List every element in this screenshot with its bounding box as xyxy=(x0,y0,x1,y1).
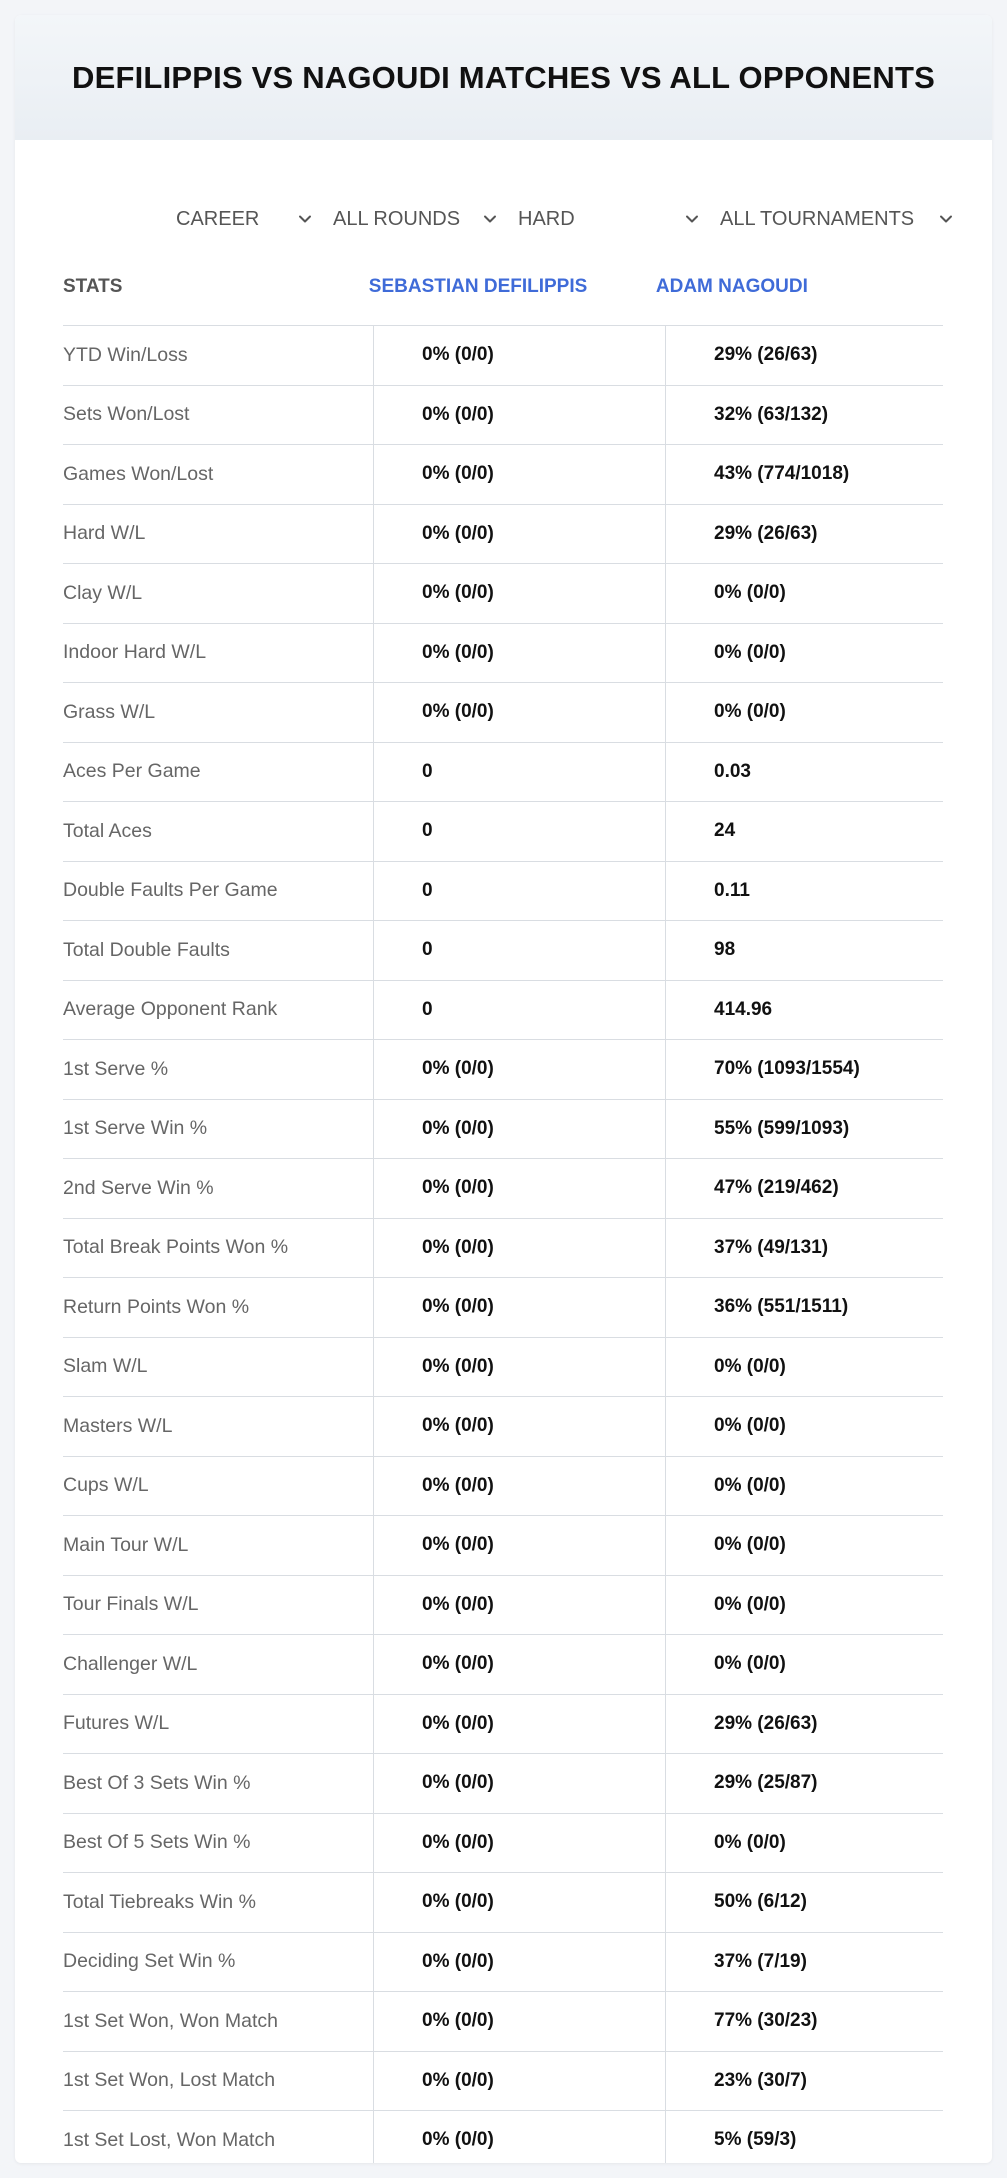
table-row xyxy=(63,1100,943,1160)
player2-value: 0% (0/0) xyxy=(714,1534,786,1556)
table-row xyxy=(63,743,943,803)
table-row xyxy=(63,1278,943,1338)
page-title: DEFILIPPIS VS NAGOUDI MATCHES VS ALL OPPONENTS xyxy=(72,59,935,95)
player1-value: 0% (0/0) xyxy=(374,1814,666,1873)
table-row xyxy=(63,1576,943,1636)
table-row xyxy=(63,683,943,743)
player1-value: 0% (0/0) xyxy=(374,1040,666,1099)
player1-value: 0% (0/0) xyxy=(374,1159,666,1218)
table-header xyxy=(63,249,943,326)
stat-label: 2nd Serve Win % xyxy=(63,1159,374,1218)
table-body xyxy=(63,326,943,2163)
stat-label: Total Double Faults xyxy=(63,921,374,980)
player1-value: 0% (0/0) xyxy=(374,1219,666,1278)
table-row xyxy=(63,1457,943,1517)
table-row xyxy=(63,1695,943,1755)
chevron-down-icon xyxy=(482,211,498,227)
player2-column-header[interactable]: ADAM NAGOUDI xyxy=(655,276,808,297)
player2-value: 0.03 xyxy=(714,760,751,782)
table-row xyxy=(63,1219,943,1279)
player1-value: 0% (0/0) xyxy=(374,2052,666,2111)
player2-value: 37% (49/131) xyxy=(714,1236,829,1258)
stat-label: Double Faults Per Game xyxy=(63,862,374,921)
player1-value: 0% (0/0) xyxy=(374,1873,666,1932)
player1-value: 0% (0/0) xyxy=(374,2111,666,2163)
player2-value: 29% (26/63) xyxy=(714,522,818,544)
stat-label: Best Of 3 Sets Win % xyxy=(63,1754,374,1813)
stat-label: Return Points Won % xyxy=(63,1278,374,1337)
player2-value: 98 xyxy=(714,939,736,961)
period-select[interactable] xyxy=(176,189,313,249)
player1-value: 0% (0/0) xyxy=(374,1278,666,1337)
player1-value: 0% (0/0) xyxy=(374,505,666,564)
stat-label: 1st Serve % xyxy=(63,1040,374,1099)
stat-label: Games Won/Lost xyxy=(63,445,374,504)
stat-label: Cups W/L xyxy=(63,1457,374,1516)
player2-value: 29% (26/63) xyxy=(714,344,818,366)
table-row xyxy=(63,1516,943,1576)
stat-label: Best Of 5 Sets Win % xyxy=(63,1814,374,1873)
player1-value: 0% (0/0) xyxy=(374,1992,666,2051)
player2-value: 55% (599/1093) xyxy=(714,1117,850,1139)
player2-value: 43% (774/1018) xyxy=(714,463,850,485)
stat-label: Masters W/L xyxy=(63,1397,374,1456)
chevron-down-icon xyxy=(297,211,313,227)
player2-value: 0% (0/0) xyxy=(714,641,786,663)
rounds-select-value: ALL ROUNDS xyxy=(333,207,461,230)
stat-label: Total Aces xyxy=(63,802,374,861)
tournaments-select[interactable] xyxy=(720,189,954,249)
table-row xyxy=(63,564,943,624)
stat-label: YTD Win/Loss xyxy=(63,326,374,385)
player2-value: 47% (219/462) xyxy=(714,1177,839,1199)
player2-value: 0% (0/0) xyxy=(714,1593,786,1615)
player2-value: 29% (25/87) xyxy=(714,1772,818,1794)
stat-label: Slam W/L xyxy=(63,1338,374,1397)
player1-value: 0% (0/0) xyxy=(374,1695,666,1754)
stat-label: Futures W/L xyxy=(63,1695,374,1754)
player2-value: 0% (0/0) xyxy=(714,1653,786,1675)
table-row xyxy=(63,1873,943,1933)
player1-value: 0% (0/0) xyxy=(374,386,666,445)
stat-label: Hard W/L xyxy=(63,505,374,564)
table-row xyxy=(63,1338,943,1398)
stat-label: 1st Set Won, Won Match xyxy=(63,1992,374,2051)
table-row xyxy=(63,1397,943,1457)
player1-value: 0 xyxy=(374,981,666,1040)
player1-value: 0% (0/0) xyxy=(374,1516,666,1575)
table-row xyxy=(63,386,943,446)
rounds-select[interactable] xyxy=(333,189,498,249)
table-row xyxy=(63,505,943,565)
table-row xyxy=(63,1635,943,1695)
player2-value: 0.11 xyxy=(714,879,750,901)
table-row xyxy=(63,862,943,922)
table-row xyxy=(63,1754,943,1814)
player1-value: 0% (0/0) xyxy=(374,1457,666,1516)
table-row xyxy=(63,624,943,684)
player1-value: 0% (0/0) xyxy=(374,1397,666,1456)
player1-value: 0% (0/0) xyxy=(374,683,666,742)
player1-value: 0% (0/0) xyxy=(374,1576,666,1635)
player2-value: 70% (1093/1554) xyxy=(714,1058,860,1080)
player1-value: 0% (0/0) xyxy=(374,326,666,385)
player2-value: 50% (6/12) xyxy=(714,1891,807,1913)
player1-value: 0% (0/0) xyxy=(374,624,666,683)
player2-value: 24 xyxy=(714,820,736,842)
chevron-down-icon xyxy=(938,211,954,227)
player2-value: 37% (7/19) xyxy=(714,1950,807,1972)
stat-label: Tour Finals W/L xyxy=(63,1576,374,1635)
player2-value: 77% (30/23) xyxy=(714,2010,818,2032)
surface-select-value: HARD xyxy=(518,207,575,230)
stats-table xyxy=(63,249,943,2163)
table-row xyxy=(63,1814,943,1874)
surface-select[interactable] xyxy=(518,189,700,249)
player2-value: 32% (63/132) xyxy=(714,403,829,425)
table-row xyxy=(63,326,943,386)
table-row xyxy=(63,802,943,862)
player2-value: 5% (59/3) xyxy=(714,2129,797,2151)
stat-label: Total Tiebreaks Win % xyxy=(63,1873,374,1932)
stat-label: Main Tour W/L xyxy=(63,1516,374,1575)
player2-value: 414.96 xyxy=(714,998,773,1020)
player1-column-header[interactable]: SEBASTIAN DEFILIPPIS xyxy=(368,276,588,297)
table-row xyxy=(63,1933,943,1993)
chevron-down-icon xyxy=(684,211,700,227)
stat-label: 1st Set Lost, Won Match xyxy=(63,2111,374,2163)
player1-value: 0% (0/0) xyxy=(374,1754,666,1813)
filter-bar xyxy=(15,189,992,249)
player2-value: 0% (0/0) xyxy=(714,582,786,604)
stat-label: Deciding Set Win % xyxy=(63,1933,374,1992)
player1-value: 0% (0/0) xyxy=(374,564,666,623)
table-row xyxy=(63,2052,943,2112)
stat-label: Challenger W/L xyxy=(63,1635,374,1694)
table-row xyxy=(63,2111,943,2163)
player2-value: 0% (0/0) xyxy=(714,701,786,723)
stats-card xyxy=(15,15,992,2163)
player2-value: 23% (30/7) xyxy=(714,2069,807,2091)
stats-column-header: STATS xyxy=(63,276,123,297)
player1-value: 0% (0/0) xyxy=(374,1933,666,1992)
player1-value: 0% (0/0) xyxy=(374,1100,666,1159)
table-row xyxy=(63,445,943,505)
player1-value: 0% (0/0) xyxy=(374,445,666,504)
stat-label: Total Break Points Won % xyxy=(63,1219,374,1278)
player2-value: 29% (26/63) xyxy=(714,1712,818,1734)
stat-label: 1st Serve Win % xyxy=(63,1100,374,1159)
table-row xyxy=(63,1040,943,1100)
stat-label: Average Opponent Rank xyxy=(63,981,374,1040)
tournaments-select-value: ALL TOURNAMENTS xyxy=(720,207,915,230)
player1-value: 0 xyxy=(374,921,666,980)
player2-value: 0% (0/0) xyxy=(714,1415,786,1437)
player1-value: 0 xyxy=(374,802,666,861)
card-header xyxy=(15,15,992,140)
player1-value: 0% (0/0) xyxy=(374,1338,666,1397)
table-row xyxy=(63,981,943,1041)
stat-label: Aces Per Game xyxy=(63,743,374,802)
table-row xyxy=(63,921,943,981)
player2-value: 0% (0/0) xyxy=(714,1355,786,1377)
table-row xyxy=(63,1159,943,1219)
stat-label: 1st Set Won, Lost Match xyxy=(63,2052,374,2111)
stat-label: Clay W/L xyxy=(63,564,374,623)
player1-value: 0 xyxy=(374,743,666,802)
table-row xyxy=(63,1992,943,2052)
stat-label: Sets Won/Lost xyxy=(63,386,374,445)
player1-value: 0% (0/0) xyxy=(374,1635,666,1694)
stat-label: Grass W/L xyxy=(63,683,374,742)
player2-value: 36% (551/1511) xyxy=(714,1296,849,1318)
player2-value: 0% (0/0) xyxy=(714,1474,786,1496)
player1-value: 0 xyxy=(374,862,666,921)
stat-label: Indoor Hard W/L xyxy=(63,624,374,683)
player2-value: 0% (0/0) xyxy=(714,1831,786,1853)
period-select-value: CAREER xyxy=(176,207,260,230)
